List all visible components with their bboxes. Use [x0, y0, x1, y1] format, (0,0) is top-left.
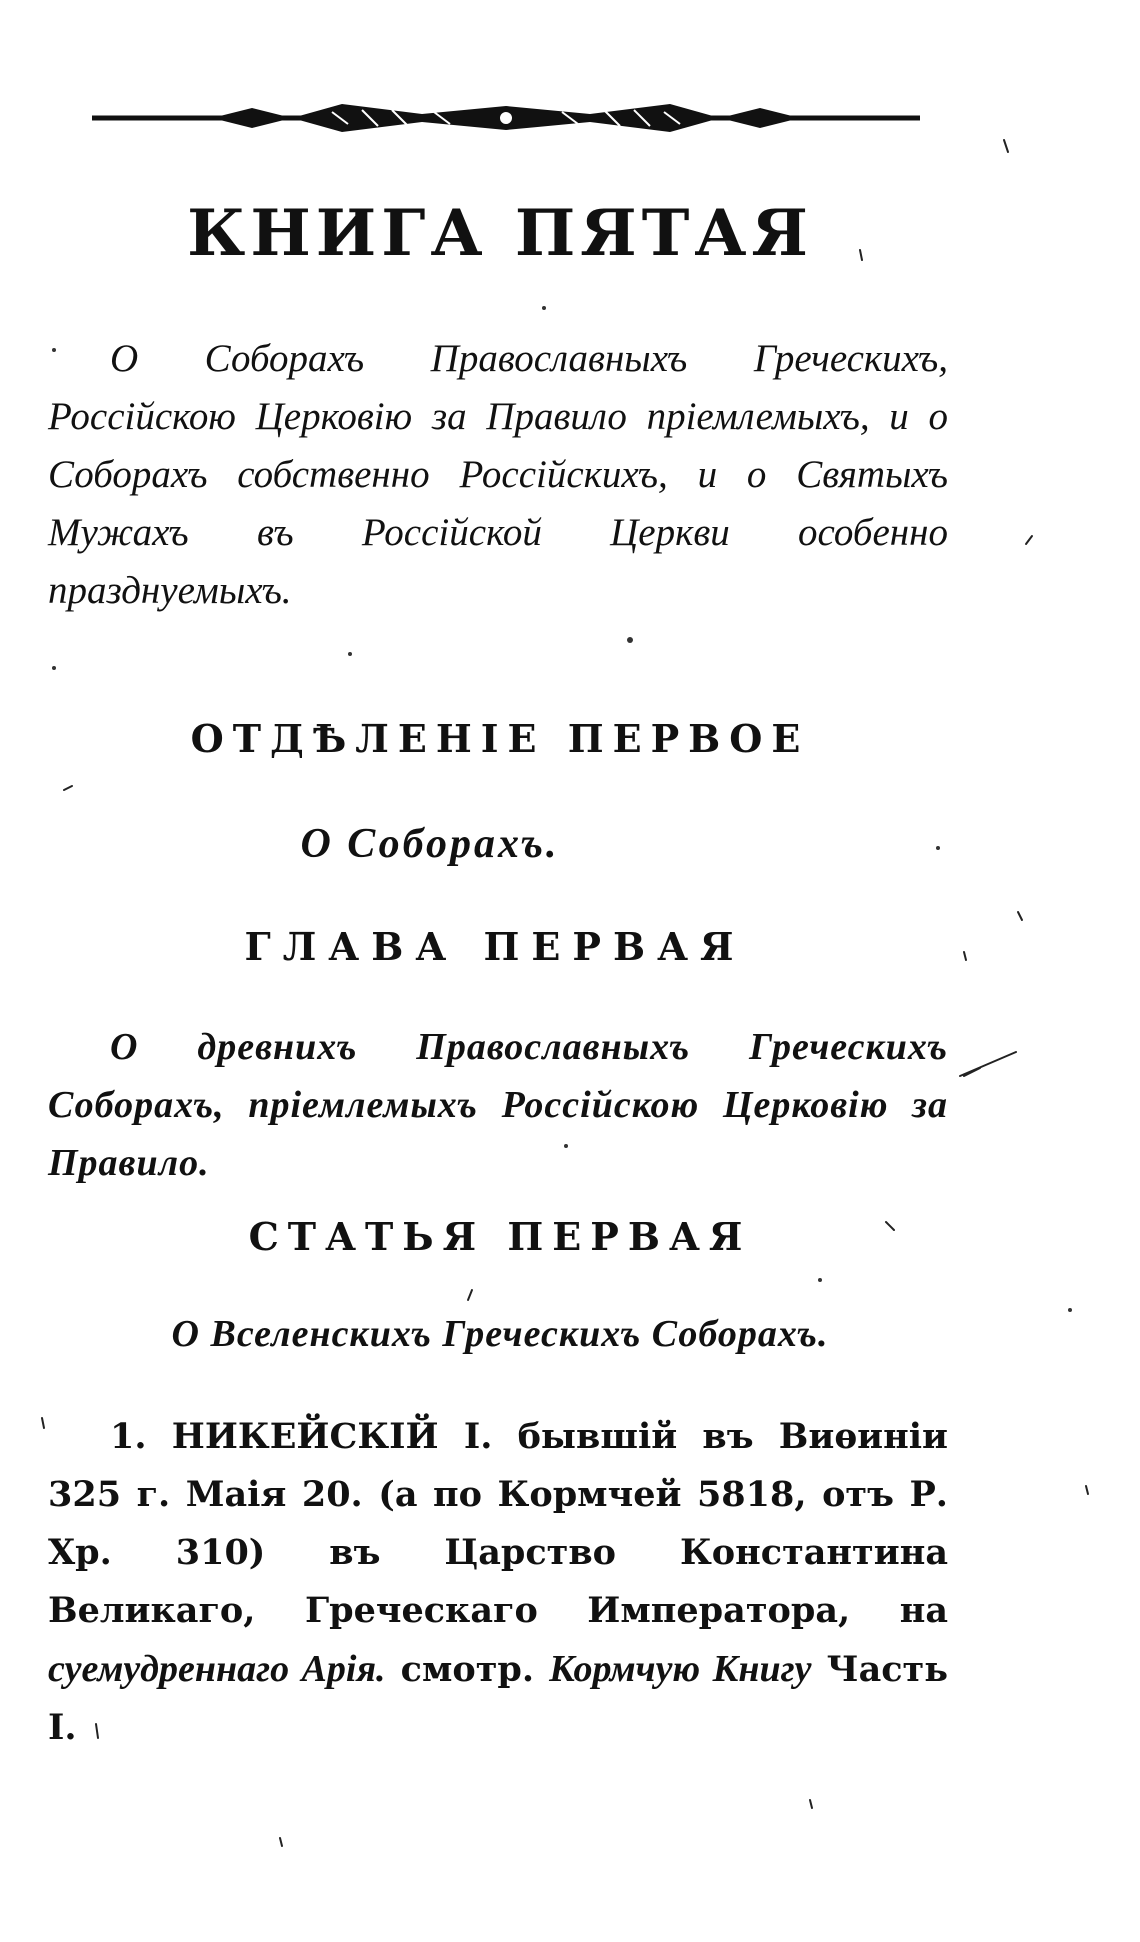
section-title: ОТДѢЛЕНІЕ ПЕРВОЕ — [190, 716, 810, 761]
article-subtitle: О Вселенскихъ Греческихъ Соборахъ. — [171, 1313, 829, 1355]
council-entry-paragraph — [48, 1408, 948, 1757]
chapter-title: ГЛАВА ПЕРВАЯ — [244, 924, 746, 969]
section-subtitle: О Соборахъ. — [300, 821, 560, 867]
entry-italic-arius: суемудреннаго Арія. — [48, 1648, 386, 1690]
chapter-subtitle: О древнихъ Православныхъ Греческихъ Соборахъ, пріемлемыхъ Россійскою Церковію за Правило. — [48, 1026, 948, 1184]
book-subtitle: О Соборахъ Православныхъ Греческихъ, Россійскою Церковію за Правило пріемлемыхъ, и о Соборахъ собственно Россійскихъ, и о Святыхъ Мужахъ въ Россійской Церкви особенно празднуемыхъ. — [48, 337, 948, 612]
article-title: СТАТЬЯ ПЕРВАЯ — [248, 1214, 752, 1259]
entry-text-before: 1. НИКЕЙСКІЙ I. бывшій въ Виѳиніи 325 г. Маія 20. (а по Кормчей 5818, отъ Р. Хр. 310) въ Царство Константина Великаго, Греческаго Императора, на — [48, 1416, 948, 1631]
entry-italic-kormchaya: Кормчую Книгу — [549, 1648, 812, 1690]
book-title: КНИГА ПЯТАЯ — [187, 196, 813, 271]
decorative-ornament-icon — [92, 100, 920, 136]
entry-text-after: Часть I. — [48, 1649, 948, 1748]
entry-text-middle: смотр. — [385, 1649, 550, 1690]
